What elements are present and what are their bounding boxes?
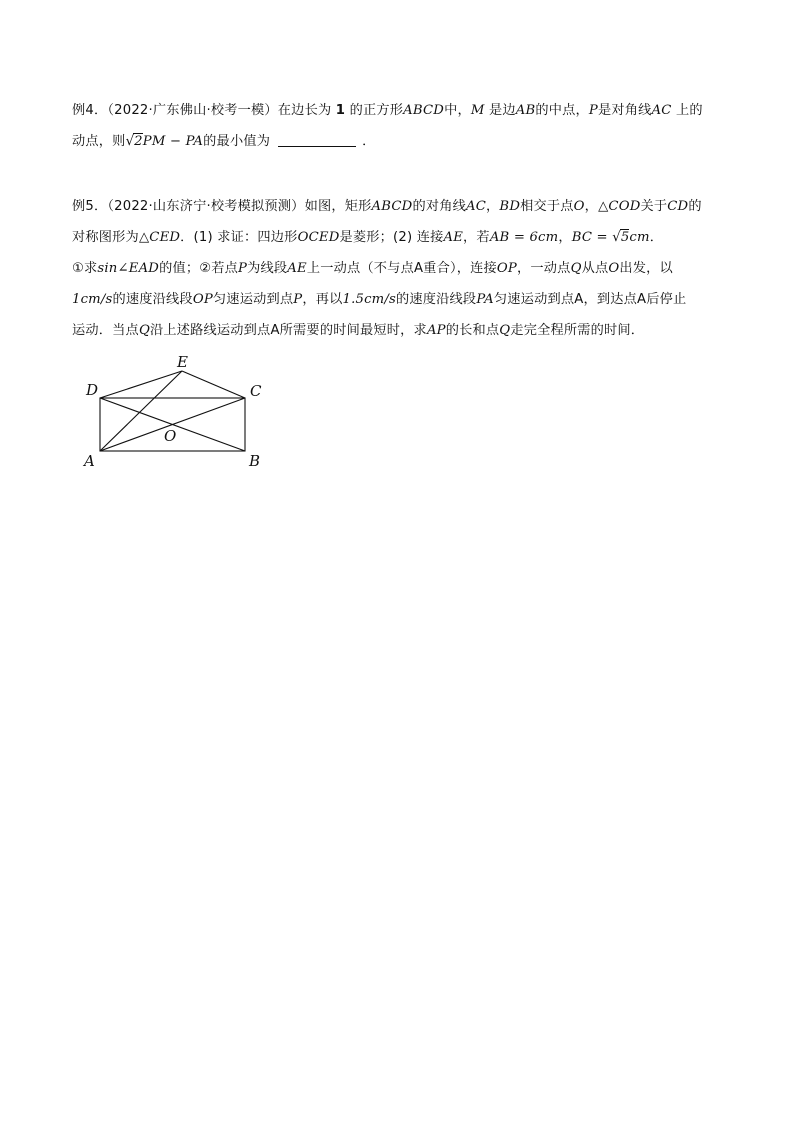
math-segment-bd: BD [499, 199, 521, 214]
text: 的速度沿线段 [395, 292, 477, 307]
text: ， [486, 199, 500, 214]
text: 为线段 [247, 261, 288, 276]
text: 的长和点 [445, 323, 500, 338]
text: 关于 [640, 199, 668, 214]
example-4 [72, 95, 724, 157]
math-sin-angle: sin∠EAD [97, 261, 160, 276]
math-segment-ap: AP [426, 323, 446, 338]
label-c: C [250, 382, 262, 400]
text: ，一动点 [517, 261, 571, 276]
text: 是菱形；(2) 连接 [339, 230, 444, 245]
example-4-line-2 [72, 126, 724, 157]
text: 动点，则 [72, 134, 126, 149]
label-a: A [84, 452, 95, 470]
math-point-p: P [238, 261, 248, 276]
math-segment-op: OP [192, 292, 213, 307]
example-4-label: 例4． [72, 103, 108, 118]
text: 从点 [581, 261, 609, 276]
example-5-source: （2022·山东济宁·校考模拟预测） [107, 199, 305, 214]
math-point-q: Q [138, 323, 150, 338]
text: ． [362, 134, 376, 149]
math-rectangle: ABCD [371, 199, 413, 214]
text: 的对角线 [412, 199, 467, 214]
example-5 [72, 191, 724, 346]
text: ①求 [72, 261, 98, 276]
unit: cm [629, 230, 650, 245]
math-segment-pa: PA [476, 292, 494, 307]
segment-ec [182, 371, 245, 398]
math-speed-1: 1cm/s [72, 292, 113, 307]
text: 上一动点（不与点A重合），连接 [306, 261, 497, 276]
text: 相交于点 [520, 199, 574, 214]
text: 是边 [488, 103, 516, 118]
text: 上的 [675, 103, 703, 118]
text: 沿上述路线运动到点A所需要的时间最短时，求 [149, 323, 427, 338]
example-5-line-1 [72, 191, 724, 222]
math-point-o: O [573, 199, 585, 214]
text: 是对角线 [598, 103, 652, 118]
math-segment-ac: AC [651, 103, 672, 118]
text: 中， [444, 103, 471, 118]
text: 的 [688, 199, 702, 214]
sqrt-radicand: 5 [620, 230, 630, 245]
text: 如图，矩形 [304, 199, 372, 214]
example-5-line-3 [72, 253, 724, 284]
math-segment-ab: AB [515, 103, 536, 118]
text: ．(1) 求证：四边形 [180, 230, 298, 245]
math-point-q: Q [499, 323, 511, 338]
math-segment-ae: AE [287, 261, 307, 276]
text: 对称图形为 [72, 230, 139, 245]
math-segment-op: OP [496, 261, 517, 276]
example-4-source: （2022·广东佛山·校考一模） [107, 103, 278, 118]
label-d: D [86, 381, 99, 399]
text: ， [584, 199, 599, 214]
math-point-o: O [608, 261, 620, 276]
math-quadrilateral-oced: OCED [297, 230, 340, 245]
example-5-label: 例5． [72, 199, 108, 214]
example-4-line-1 [72, 95, 724, 126]
text: ，若 [463, 230, 490, 245]
text: 的值；②若点 [159, 261, 239, 276]
text: 运动．当点 [72, 323, 139, 338]
sqrt-sign: √ [125, 134, 135, 149]
math-segment-ae: AE [443, 230, 464, 245]
math-ab-equation: AB = 6cm [489, 230, 559, 245]
geometry-figure [76, 350, 276, 475]
side-length: 1 [335, 103, 346, 118]
math-point-p: P [588, 103, 598, 118]
text: 匀速运动到点A，到达点A后停止 [493, 292, 687, 307]
text: 走完全程所需的时间． [510, 323, 645, 338]
sqrt-sign: √ [612, 230, 621, 245]
math-triangle-ced: △CED [138, 230, 181, 245]
math-point-p: P [293, 292, 303, 307]
math-triangle-cod: △COD [598, 199, 641, 214]
math-speed-2: 1.5cm/s [342, 292, 396, 307]
text: 的速度沿线段 [112, 292, 193, 307]
example-5-line-4 [72, 284, 724, 315]
segment-de [100, 371, 182, 398]
text: 的最小值为 [203, 134, 271, 149]
math-point-q: Q [570, 261, 582, 276]
math-expression: PM − PA [142, 134, 204, 149]
math-square: ABCD [403, 103, 445, 118]
label-b: B [249, 452, 261, 470]
math-point-m: M [470, 103, 485, 118]
text: ，再以 [302, 292, 343, 307]
example-5-line-2 [72, 222, 724, 253]
text: ． [649, 230, 664, 245]
label-o: O [164, 427, 177, 445]
text: 匀速运动到点 [212, 292, 294, 307]
sqrt-radicand: 2 [134, 134, 143, 149]
label-e: E [177, 353, 188, 371]
math-segment-ac: AC [466, 199, 487, 214]
text: ， [558, 230, 572, 245]
text: 的正方形 [349, 103, 404, 118]
answer-blank[interactable] [278, 132, 356, 147]
math-bc-equation: BC = [571, 230, 613, 245]
text: 在边长为 [277, 103, 332, 118]
text: 出发，以 [619, 261, 673, 276]
math-segment-cd: CD [667, 199, 689, 214]
text: 的中点， [535, 103, 589, 118]
example-5-line-5 [72, 315, 724, 346]
